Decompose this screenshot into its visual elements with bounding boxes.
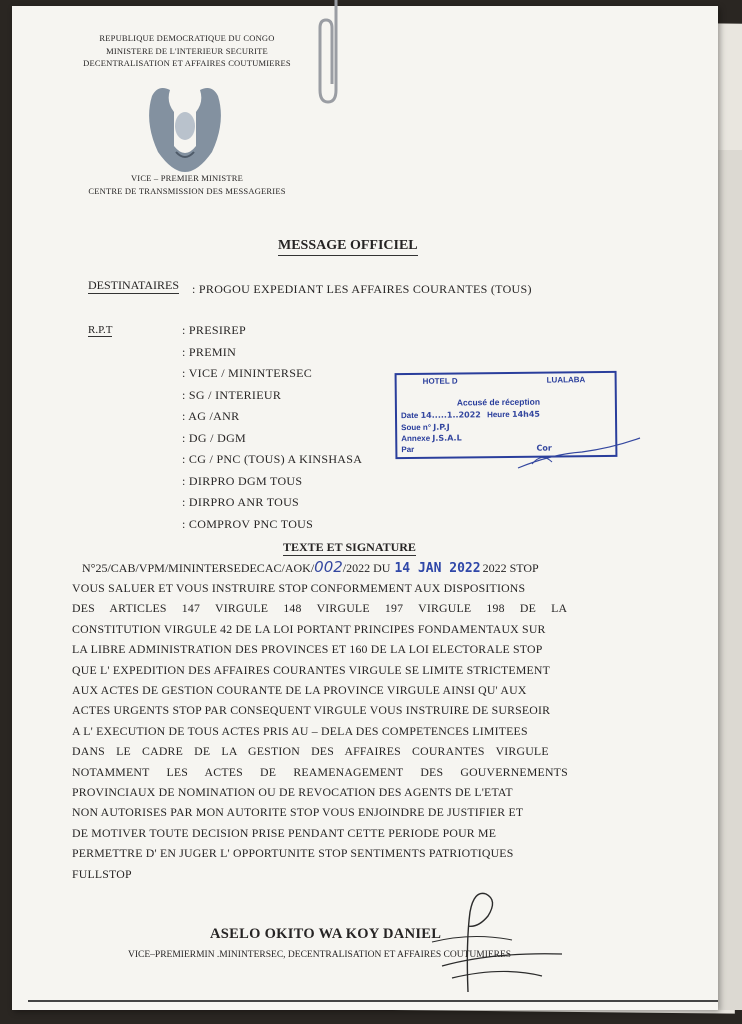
signatory-function: VICE–PREMIERMIN .MININTERSEC, DECENTRALISATION ET AFFAIRES COUTUMIERES [128, 950, 512, 960]
message-line: PROVINCIAUX DE NOMINATION OU DE REVOCATION DES AGENTS DE L'ETAT [72, 785, 513, 800]
bottom-rule [28, 1000, 718, 1002]
message-line: FULLSTOP [72, 866, 132, 881]
reference-suffix: 2022 STOP [482, 561, 539, 575]
stamp-handwritten-strokes [512, 424, 652, 474]
message-line: LA LIBRE ADMINISTRATION DES PROVINCES ET 160 DE LA LOI ELECTORALE STOP [72, 642, 543, 657]
message-line: DES ARTICLES 147 VIRGULE 148 VIRGULE 197 VIRGULE 198 DE LA [72, 601, 568, 616]
page-title: MESSAGE OFFICIEL [278, 238, 418, 256]
stamp-soue-row [401, 423, 450, 433]
stamp-soue-hand: J.P.J [433, 422, 450, 432]
official-message-page [12, 6, 718, 1010]
message-line: DANS LE CADRE DE LA GESTION DES AFFAIRES COURANTES VIRGULE [72, 744, 549, 759]
header-line: REPUBLIQUE DEMOCRATIQUE DU CONGO [99, 33, 275, 43]
sub-header-line: VICE – PREMIER MINISTRE [130, 173, 244, 183]
stamp-soue-label: Soue n° [401, 422, 432, 433]
recipient-list [182, 322, 362, 537]
stamp-date-label: Date [400, 410, 419, 421]
recipient-item: : VICE / MININTERSEC [182, 366, 313, 380]
recipient-item: : SG / INTERIEUR [182, 387, 282, 402]
signatory-name: ASELO OKITO WA KOY DANIEL [210, 926, 442, 942]
destinataires-value: : PROGOU EXPEDIANT LES AFFAIRES COURANTES (TOUS) [192, 282, 532, 296]
stamp-org-end: LUALABA [546, 375, 586, 385]
message-line: PERMETTRE D' EN JUGER L' OPPORTUNITE STOP SENTIMENTS PATRIOTIQUES [72, 846, 514, 861]
sub-header-line: CENTRE DE TRANSMISSION DES MESSAGERIES [88, 185, 286, 196]
stamp-heure-label: Heure [487, 409, 510, 420]
stamp-annexe-hand: J.S.A.L [432, 433, 462, 443]
recipient-item: : DG / DGM [182, 430, 247, 445]
header-line: DECENTRALISATION ET AFFAIRES COUTUMIERES [83, 58, 291, 68]
stamp-date-row [401, 410, 540, 420]
message-line: CONSTITUTION VIRGULE 42 DE LA LOI PORTANT PRINCIPES FONDAMENTAUX SUR [72, 621, 546, 636]
reference-number-hand: 002 [314, 558, 343, 576]
date-stamp: 14 JAN 2022 [394, 561, 481, 576]
handwritten-signature [412, 882, 592, 998]
national-emblem-icon [140, 82, 230, 174]
message-line: DE MOTIVER TOUTE DECISION PRISE PENDANT CETTE PERIODE POUR ME [72, 825, 497, 840]
message-line: VOUS SALUER ET VOUS INSTRUIRE STOP CONFORMEMENT AUX DISPOSITIONS [72, 581, 526, 595]
stamp-par-hand: Cor [536, 443, 552, 453]
message-line: QUE L' EXPEDITION DES AFFAIRES COURANTES VIRGULE SE LIMITE STRICTEMENT [72, 662, 551, 677]
stamp-date-hand: 14.....1..2022 [420, 410, 481, 420]
message-line: NOTAMMENT LES ACTES DE REAMENAGEMENT DES GOUVERNEMENTS [72, 764, 568, 779]
stamp-title: Accusé de réception [456, 396, 541, 408]
sub-header [82, 172, 292, 197]
rpt-label: R.P.T [88, 324, 113, 336]
stamp-annexe-row [401, 433, 462, 443]
recipient-item: : CG / PNC (TOUS) A KINSHASA [182, 452, 363, 466]
message-line: ACTES URGENTS STOP PAR CONSEQUENT VIRGULE VOUS INSTRUIRE DE SURSEOIR [72, 703, 551, 718]
message-body [72, 578, 596, 884]
destinataires-label: DESTINATAIRES [88, 278, 180, 292]
stamp-annexe-label: Annexe [401, 433, 431, 444]
message-line: A L' EXECUTION DE TOUS ACTES PRIS AU – DELA DES COMPETENCES LIMITEES [72, 723, 528, 738]
message-reference [82, 558, 539, 576]
recipient-item: : DIRPRO ANR TOUS [182, 495, 300, 509]
stamp-org: HOTEL D [422, 376, 458, 386]
stamp-heure-hand: 14h45 [511, 409, 540, 419]
stamp-par-label: Par [401, 444, 415, 455]
texte-signature-heading: TEXTE ET SIGNATURE [283, 540, 416, 554]
message-line: AUX ACTES DE GESTION COURANTE DE LA PROVINCE VIRGULE AINSI QU' AUX [72, 683, 527, 698]
recipient-item: : PRESIREP [182, 323, 247, 337]
header-line: MINISTERE DE L'INTERIEUR SECURITE [106, 45, 268, 56]
recipient-item: : AG /ANR [182, 409, 240, 423]
recipient-item: : DIRPRO DGM TOUS [182, 473, 303, 488]
reference-mid: /2022 DU [342, 561, 391, 575]
recipient-item: : COMPROV PNC TOUS [182, 516, 314, 531]
reference-prefix: N°25/CAB/VPM/MININTERSEDECAC/AOK/ [82, 561, 315, 575]
paperclip-icon [312, 0, 352, 112]
ministry-header [82, 32, 292, 70]
message-line: NON AUTORISES PAR MON AUTORITE STOP VOUS ENJOINDRE DE JUSTIFIER ET [72, 805, 524, 820]
recipient-item: : PREMIN [182, 344, 237, 359]
